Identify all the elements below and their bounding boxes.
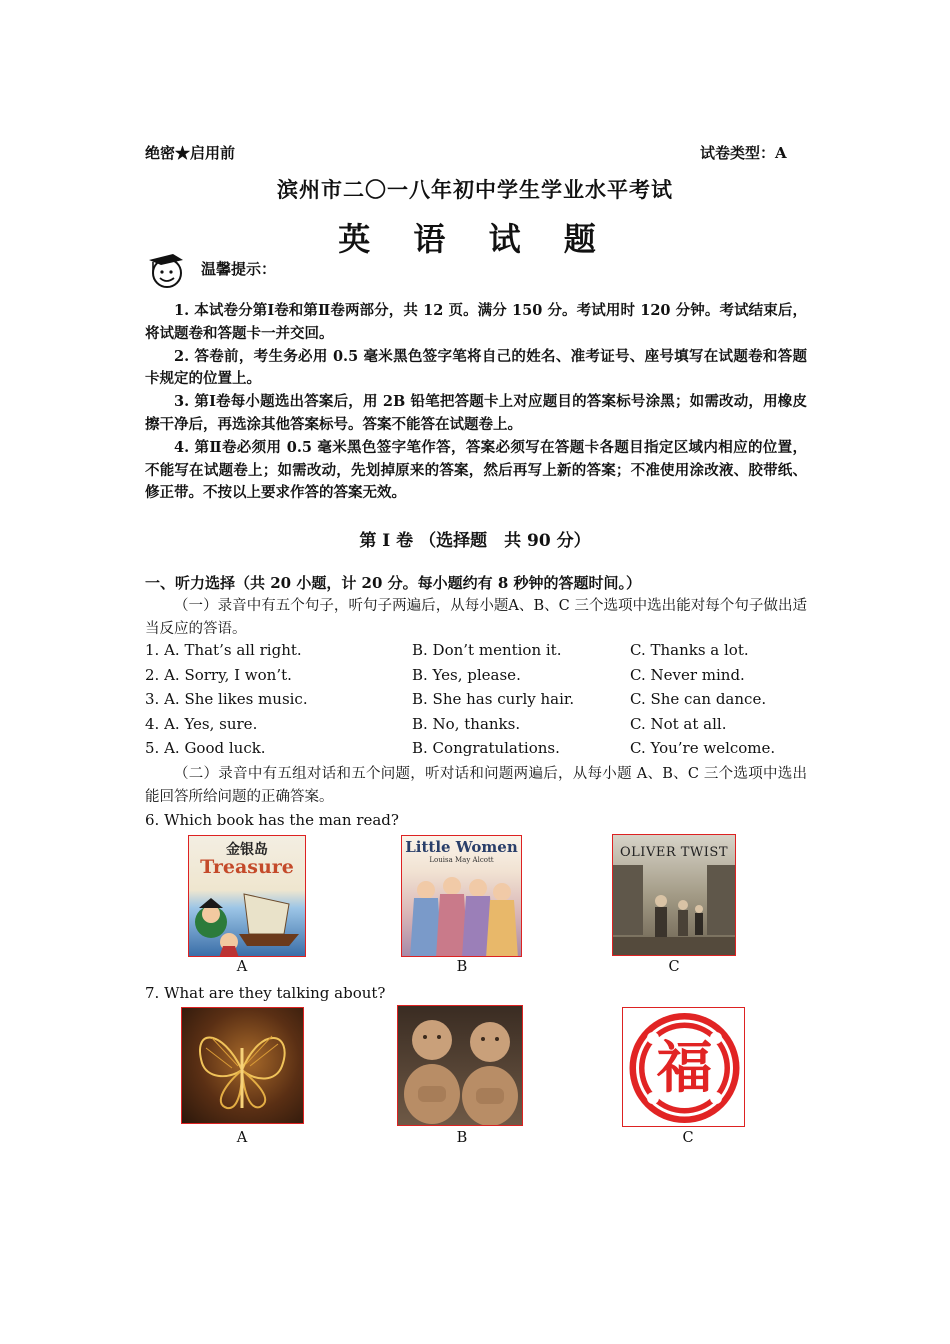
q3-option-b: B. She has curly hair. (412, 690, 575, 708)
q6-caption-c: C (668, 959, 680, 975)
straw-butterfly-craft-icon (182, 1008, 304, 1124)
q6-image-a (188, 835, 306, 957)
section2-intro: （二）录音中有五组对话和五个问题，听对话和问题两遍后，从每小题 A、B、C 三个选项中选出能回答所给问题的正确答案。 (145, 766, 807, 805)
paper-type: 试卷类型：A (700, 144, 787, 162)
poster-title: OLIVER TWIST (620, 845, 728, 860)
q3-option-a: 3. A. She likes music. (145, 690, 308, 708)
instruction-item: 3. 第Ⅰ卷每小题选出答案后，用 2B 铅笔把答题卡上对应题目的答案标号涂黑；如需改动，用橡皮擦干净后，再选涂其他答案标号。答案不能答在试题卷上。 (145, 393, 807, 433)
q7-caption-a: A (236, 1130, 248, 1146)
instruction-item: 1. 本试卷分第Ⅰ卷和第Ⅱ卷两部分，共 12 页。满分 150 分。考试用时 120 分钟。考试结束后，将试题卷和答题卡一并交回。 (145, 302, 807, 342)
q5-option-b: B. Congratulations. (412, 739, 560, 757)
q2-option-b: B. Yes, please. (412, 666, 521, 684)
exam-subtitle: 英 语 试 题 (338, 220, 612, 258)
q7-caption-b: B (456, 1130, 468, 1146)
clay-figurines-icon (398, 1006, 523, 1126)
q7-image-b (397, 1005, 523, 1126)
instructions (145, 300, 807, 505)
q5-option-c: C. You’re welcome. (630, 739, 776, 757)
q4-option-b: B. No, thanks. (412, 715, 521, 733)
cover-chinese-title: 金银岛 (226, 842, 268, 858)
cover-title: Little Women (405, 838, 518, 856)
instruction-item: 2. 答卷前，考生务必用 0.5 毫米黑色签字笔将自己的姓名、准考证号、座号填写在试题卷和答题卡规定的位置上。 (145, 347, 807, 388)
tip-label: 温馨提示： (201, 260, 277, 278)
q1-option-a: 1. A. That’s all right. (145, 641, 302, 659)
cover-title: Treasure (200, 856, 294, 878)
q6-image-c (612, 834, 736, 956)
treasure-island-cover-icon (189, 884, 306, 957)
little-women-cover-icon (402, 868, 522, 957)
q6-caption-a: A (236, 959, 248, 975)
q5-option-a: 5. A. Good luck. (145, 739, 266, 757)
q4-option-a: 4. A. Yes, sure. (145, 715, 258, 733)
q2-option-c: C. Never mind. (630, 666, 745, 684)
q7-image-a (181, 1007, 304, 1124)
q1-option-c: C. Thanks a lot. (630, 641, 749, 659)
cover-author: Louisa May Alcott (429, 856, 494, 864)
fu-character: 福 (656, 1035, 713, 1101)
confidential-label: 绝密★启用前 (145, 144, 236, 162)
q2-option-a: 2. A. Sorry, I won’t. (145, 666, 292, 684)
q7-image-c (622, 1007, 745, 1127)
q6-caption-b: B (456, 959, 468, 975)
volume-title: 第 Ⅰ 卷 （选择题 共 90 分） (359, 531, 591, 551)
instruction-item: 4. 第Ⅱ卷必须用 0.5 毫米黑色签字笔作答，答案必须写在答题卡各题目指定区域内相应的位置，不能写在试题卷上；如需改动，先划掉原来的答案，然后再写上新的答案；不准使用涂改液、胶带纸、修正带。不按以上要求作答的答案无效。 (145, 438, 807, 502)
q7-text: 7. What are they talking about? (145, 984, 386, 1002)
q6-text: 6. Which book has the man read? (145, 811, 399, 829)
q1-option-b: B. Don’t mention it. (412, 641, 562, 659)
part1-heading: 一、听力选择（共 20 小题，计 20 分。每小题约有 8 秒钟的答题时间。） (145, 574, 642, 592)
smiley-student-icon (143, 250, 189, 290)
q3-option-c: C. She can dance. (630, 690, 767, 708)
section1-intro: （一）录音中有五个句子，听句子两遍后，从每小题A、B、C 三个选项中选出能对每个句子做出适当反应的答语。 (145, 598, 807, 637)
q6-image-b (401, 835, 522, 957)
q4-option-c: C. Not at all. (630, 715, 727, 733)
q7-caption-c: C (682, 1130, 694, 1146)
exam-title: 滨州市二〇一八年初中学生学业水平考试 (277, 177, 673, 202)
oliver-twist-poster-icon (613, 865, 736, 956)
